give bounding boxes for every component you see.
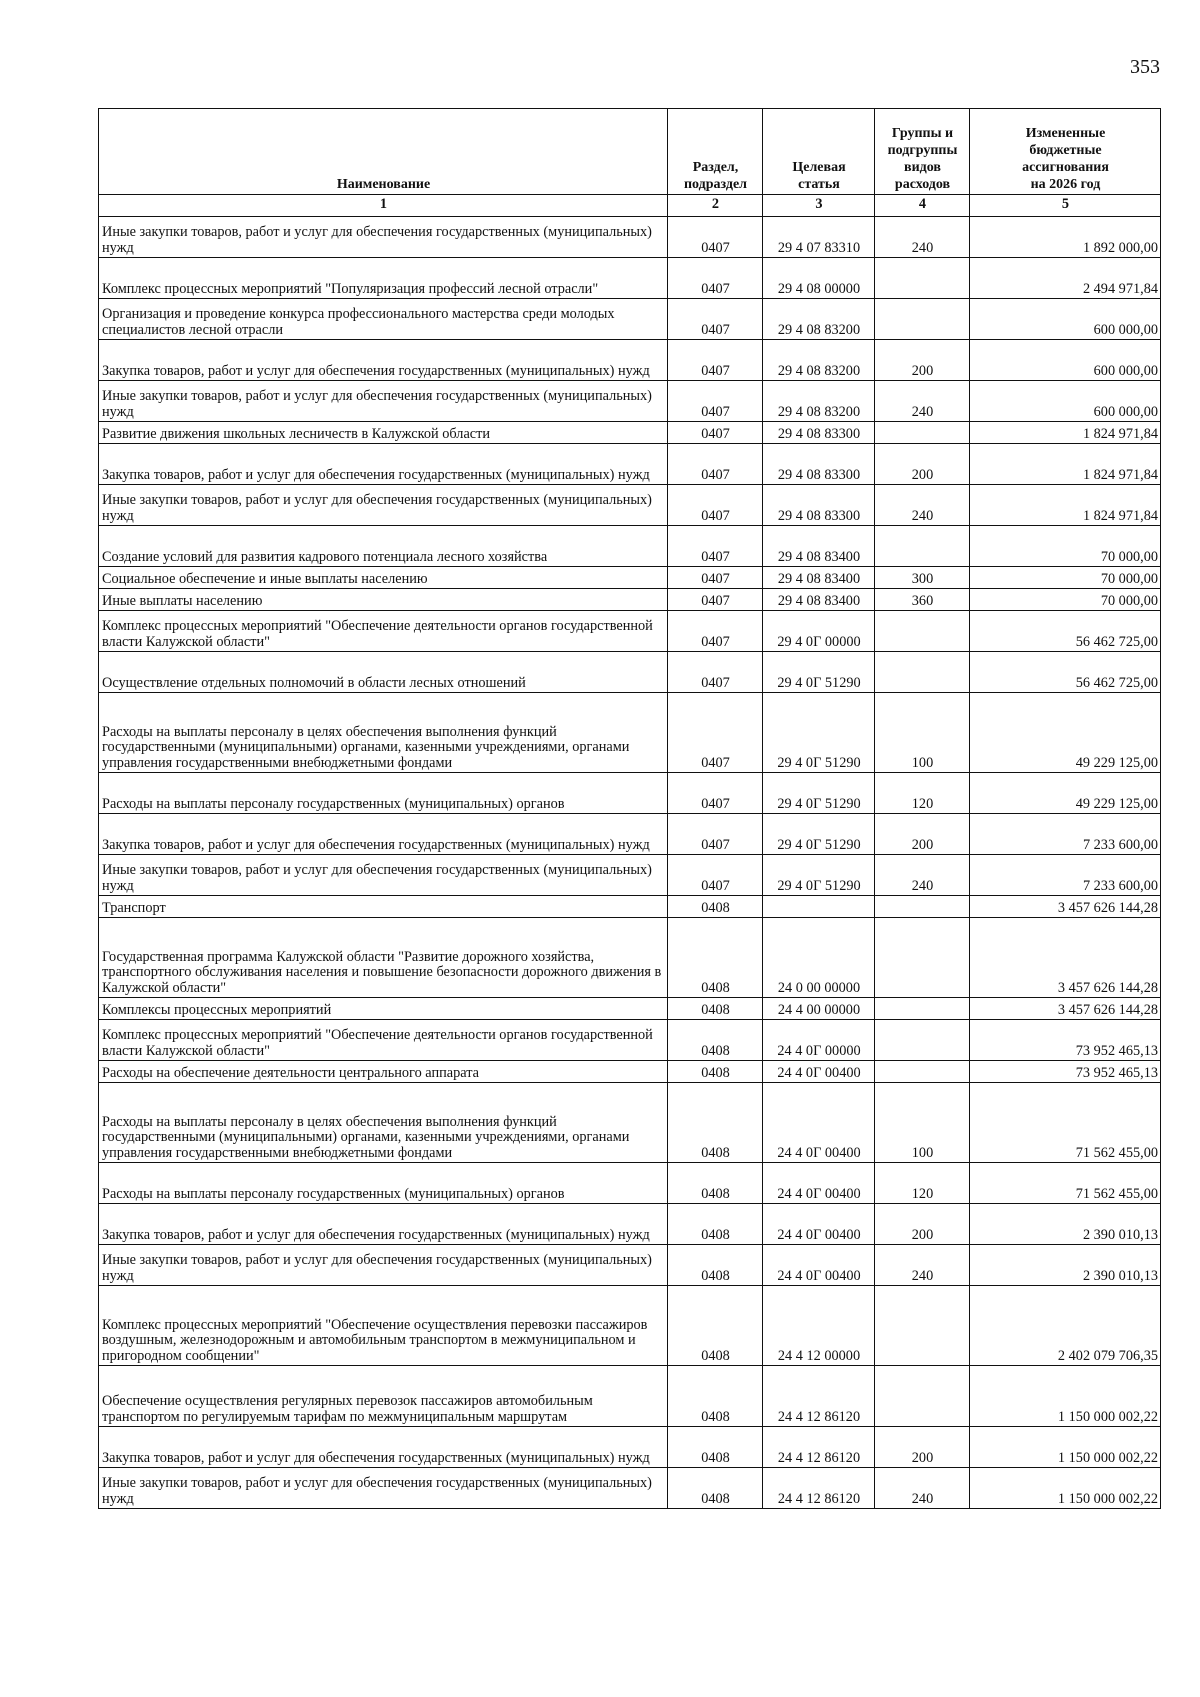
row-amount: 70 000,00 [970,589,1161,611]
row-amount: 2 494 971,84 [970,258,1161,299]
row-section: 0408 [668,998,763,1020]
row-name: Комплексы процессных мероприятий [99,998,668,1020]
row-group: 240 [875,485,970,526]
row-amount: 1 824 971,84 [970,444,1161,485]
row-article: 29 4 08 83200 [763,299,875,340]
page-number: 353 [1130,56,1160,78]
row-group [875,258,970,299]
row-group: 200 [875,1204,970,1245]
row-section: 0408 [668,1468,763,1509]
row-article: 29 4 0Г 51290 [763,652,875,693]
row-article: 24 4 0Г 00400 [763,1083,875,1163]
row-amount: 2 390 010,13 [970,1204,1161,1245]
row-group: 200 [875,444,970,485]
row-article: 29 4 0Г 00000 [763,611,875,652]
table-row [99,444,1161,485]
row-section: 0407 [668,485,763,526]
table-row [99,1468,1161,1509]
row-amount: 1 150 000 002,22 [970,1468,1161,1509]
row-amount: 600 000,00 [970,340,1161,381]
row-name: Расходы на выплаты персоналу в целях обеспечения выполнения функций государственными (муниципальными) органами, казенными учреждениями, органами управления государственными внебюджетными фондами [99,1083,668,1163]
table-row [99,1083,1161,1163]
row-amount: 600 000,00 [970,381,1161,422]
table-row [99,1163,1161,1204]
row-group [875,526,970,567]
row-name: Расходы на обеспечение деятельности центрального аппарата [99,1061,668,1083]
column-number: 1 [99,195,668,217]
header-row [99,109,1161,195]
row-group: 240 [875,217,970,258]
row-amount: 600 000,00 [970,299,1161,340]
row-section: 0407 [668,258,763,299]
header-amount: Измененные бюджетные ассигнования на 2026 год [970,109,1161,195]
row-group [875,918,970,998]
table-row [99,611,1161,652]
row-article: 29 4 0Г 51290 [763,814,875,855]
row-amount: 3 457 626 144,28 [970,918,1161,998]
row-section: 0407 [668,855,763,896]
row-name: Комплекс процессных мероприятий "Обеспечение деятельности органов государственной власти Калужской области" [99,611,668,652]
row-section: 0407 [668,381,763,422]
row-name: Организация и проведение конкурса профессионального мастерства среди молодых специалистов лесной отрасли [99,299,668,340]
row-name: Комплекс процессных мероприятий "Обеспечение деятельности органов государственной власти Калужской области" [99,1020,668,1061]
row-amount: 2 390 010,13 [970,1245,1161,1286]
row-name: Иные выплаты населению [99,589,668,611]
column-number: 2 [668,195,763,217]
table-row [99,567,1161,589]
row-amount: 70 000,00 [970,567,1161,589]
row-section: 0407 [668,340,763,381]
table-row [99,1204,1161,1245]
row-group: 360 [875,589,970,611]
row-section: 0408 [668,1366,763,1427]
row-section: 0407 [668,589,763,611]
row-article: 29 4 0Г 51290 [763,693,875,773]
table-row [99,1061,1161,1083]
row-article: 24 4 12 00000 [763,1286,875,1366]
row-section: 0407 [668,299,763,340]
row-amount: 56 462 725,00 [970,611,1161,652]
row-article: 29 4 08 83300 [763,444,875,485]
row-name: Иные закупки товаров, работ и услуг для обеспечения государственных (муниципальных) нужд [99,381,668,422]
row-name: Социальное обеспечение и иные выплаты населению [99,567,668,589]
column-number: 4 [875,195,970,217]
table-row [99,526,1161,567]
table-row [99,855,1161,896]
row-name: Иные закупки товаров, работ и услуг для обеспечения государственных (муниципальных) нужд [99,855,668,896]
header-section: Раздел, подраздел [668,109,763,195]
row-article: 29 4 0Г 51290 [763,855,875,896]
row-name: Комплекс процессных мероприятий "Популяризация профессий лесной отрасли" [99,258,668,299]
row-section: 0408 [668,1083,763,1163]
row-amount: 73 952 465,13 [970,1061,1161,1083]
table-row [99,1366,1161,1427]
row-group: 240 [875,381,970,422]
header-name: Наименование [99,109,668,195]
row-name: Иные закупки товаров, работ и услуг для обеспечения государственных (муниципальных) нужд [99,485,668,526]
row-section: 0407 [668,422,763,444]
row-amount: 71 562 455,00 [970,1083,1161,1163]
row-section: 0407 [668,444,763,485]
row-section: 0407 [668,611,763,652]
row-group [875,998,970,1020]
row-name: Закупка товаров, работ и услуг для обеспечения государственных (муниципальных) нужд [99,1204,668,1245]
row-name: Расходы на выплаты персоналу государственных (муниципальных) органов [99,773,668,814]
header-group: Группы и подгруппы видов расходов [875,109,970,195]
row-article: 24 4 0Г 00400 [763,1204,875,1245]
row-article: 29 4 08 83300 [763,422,875,444]
row-amount: 1 824 971,84 [970,485,1161,526]
row-section: 0407 [668,773,763,814]
row-article: 24 4 00 00000 [763,998,875,1020]
row-article: 24 4 12 86120 [763,1427,875,1468]
row-group [875,611,970,652]
row-article: 24 4 0Г 00400 [763,1163,875,1204]
row-name: Иные закупки товаров, работ и услуг для обеспечения государственных (муниципальных) нужд [99,217,668,258]
row-article: 24 4 0Г 00400 [763,1061,875,1083]
row-article: 24 4 0Г 00400 [763,1245,875,1286]
row-article: 29 4 08 00000 [763,258,875,299]
row-section: 0407 [668,567,763,589]
row-section: 0408 [668,1204,763,1245]
row-article [763,896,875,918]
header-article: Целевая статья [763,109,875,195]
row-group [875,1366,970,1427]
row-article: 29 4 08 83200 [763,340,875,381]
row-article: 24 4 12 86120 [763,1366,875,1427]
row-group: 100 [875,1083,970,1163]
row-name: Комплекс процессных мероприятий "Обеспечение осуществления перевозки пассажиров воздушным, железнодорожным и автомобильным транспортом в межмуниципальном и пригородном сообщении" [99,1286,668,1366]
row-name: Государственная программа Калужской области "Развитие дорожного хозяйства, транспортного обслуживания населения и повышение безопасности дорожного движения в Калужской области" [99,918,668,998]
row-article: 29 4 0Г 51290 [763,773,875,814]
column-number: 3 [763,195,875,217]
column-numbers-row [99,195,1161,217]
table-row [99,1427,1161,1468]
row-section: 0407 [668,526,763,567]
table-row [99,258,1161,299]
row-name: Обеспечение осуществления регулярных перевозок пассажиров автомобильным транспортом по регулируемым тарифам по межмуниципальным маршрутам [99,1366,668,1427]
row-group: 240 [875,1468,970,1509]
row-amount: 7 233 600,00 [970,855,1161,896]
row-group: 200 [875,814,970,855]
row-amount: 1 892 000,00 [970,217,1161,258]
row-group [875,422,970,444]
table-row [99,918,1161,998]
row-article: 29 4 08 83400 [763,526,875,567]
row-section: 0408 [668,896,763,918]
row-amount: 2 402 079 706,35 [970,1286,1161,1366]
table-row [99,1245,1161,1286]
row-article: 29 4 08 83200 [763,381,875,422]
table-row [99,381,1161,422]
row-group: 240 [875,1245,970,1286]
row-group: 200 [875,340,970,381]
row-group: 240 [875,855,970,896]
row-article: 29 4 08 83400 [763,589,875,611]
row-name: Осуществление отдельных полномочий в области лесных отношений [99,652,668,693]
row-amount: 3 457 626 144,28 [970,998,1161,1020]
row-name: Закупка товаров, работ и услуг для обеспечения государственных (муниципальных) нужд [99,814,668,855]
table-row [99,340,1161,381]
table-row [99,652,1161,693]
table-row [99,998,1161,1020]
table-row [99,1020,1161,1061]
row-section: 0408 [668,1245,763,1286]
row-group: 120 [875,1163,970,1204]
table-row [99,485,1161,526]
row-group [875,652,970,693]
row-group [875,896,970,918]
row-section: 0408 [668,918,763,998]
row-group: 200 [875,1427,970,1468]
row-name: Закупка товаров, работ и услуг для обеспечения государственных (муниципальных) нужд [99,1427,668,1468]
table-row [99,217,1161,258]
row-name: Расходы на выплаты персоналу в целях обеспечения выполнения функций государственными (муниципальными) органами, казенными учреждениями, органами управления государственными внебюджетными фондами [99,693,668,773]
row-section: 0408 [668,1020,763,1061]
row-group: 300 [875,567,970,589]
table-row [99,1286,1161,1366]
row-name: Расходы на выплаты персоналу государственных (муниципальных) органов [99,1163,668,1204]
row-section: 0407 [668,814,763,855]
row-article: 24 4 12 86120 [763,1468,875,1509]
row-name: Создание условий для развития кадрового потенциала лесного хозяйства [99,526,668,567]
table-body [99,217,1161,1509]
row-amount: 1 150 000 002,22 [970,1366,1161,1427]
row-group [875,299,970,340]
row-section: 0408 [668,1427,763,1468]
row-name: Иные закупки товаров, работ и услуг для обеспечения государственных (муниципальных) нужд [99,1468,668,1509]
row-name: Развитие движения школьных лесничеств в Калужской области [99,422,668,444]
table-row [99,589,1161,611]
row-amount: 71 562 455,00 [970,1163,1161,1204]
row-amount: 1 150 000 002,22 [970,1427,1161,1468]
column-number: 5 [970,195,1161,217]
row-amount: 56 462 725,00 [970,652,1161,693]
row-group: 100 [875,693,970,773]
row-amount: 49 229 125,00 [970,693,1161,773]
table-row [99,896,1161,918]
row-section: 0408 [668,1286,763,1366]
row-amount: 7 233 600,00 [970,814,1161,855]
row-amount: 73 952 465,13 [970,1020,1161,1061]
row-group: 120 [875,773,970,814]
row-amount: 49 229 125,00 [970,773,1161,814]
row-amount: 1 824 971,84 [970,422,1161,444]
table-row [99,299,1161,340]
row-article: 29 4 08 83400 [763,567,875,589]
table-row [99,814,1161,855]
row-group [875,1020,970,1061]
row-section: 0407 [668,652,763,693]
row-section: 0408 [668,1163,763,1204]
row-amount: 70 000,00 [970,526,1161,567]
row-section: 0407 [668,217,763,258]
row-section: 0408 [668,1061,763,1083]
row-name: Закупка товаров, работ и услуг для обеспечения государственных (муниципальных) нужд [99,444,668,485]
row-amount: 3 457 626 144,28 [970,896,1161,918]
row-name: Транспорт [99,896,668,918]
row-group [875,1061,970,1083]
row-section: 0407 [668,693,763,773]
row-article: 24 0 00 00000 [763,918,875,998]
table-row [99,422,1161,444]
row-article: 24 4 0Г 00000 [763,1020,875,1061]
row-article: 29 4 07 83310 [763,217,875,258]
row-article: 29 4 08 83300 [763,485,875,526]
row-name: Иные закупки товаров, работ и услуг для обеспечения государственных (муниципальных) нужд [99,1245,668,1286]
table-row [99,693,1161,773]
table-row [99,773,1161,814]
row-group [875,1286,970,1366]
budget-table [98,108,1161,1509]
row-name: Закупка товаров, работ и услуг для обеспечения государственных (муниципальных) нужд [99,340,668,381]
